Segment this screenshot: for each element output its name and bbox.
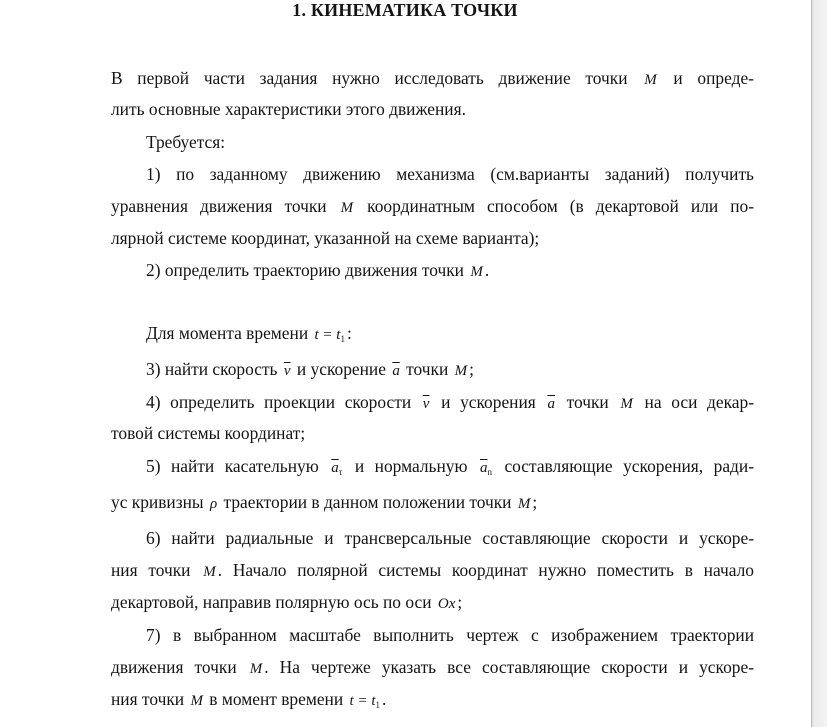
intro-text: В первой части задания нужно исследовать движение точки (111, 68, 628, 88)
var-a-n (478, 460, 494, 476)
item3-text: 3) найти скорость (146, 359, 278, 379)
item5-text: траектории в данном положении точки (223, 492, 512, 512)
subscript-n: n (487, 467, 492, 477)
var-t: t (349, 693, 354, 709)
formula-t-eq-t1 (348, 693, 382, 709)
item1-line-3: лярной системе координат, указанной на схеме варианта); (111, 228, 540, 248)
item7-text: ния точки (111, 689, 185, 709)
item5-text: 5) найти касательную (146, 456, 319, 476)
var-t1: t (336, 327, 341, 343)
equals-sign: = (322, 327, 333, 343)
item5-text: ус кривизны (111, 492, 204, 512)
item4-line-1 (146, 392, 754, 414)
item6-line-1: 6) найти радиальные и трансверсальные составляющие скорости и ускоре- (146, 528, 754, 548)
var-M: M (249, 661, 263, 677)
var-t1: t (371, 693, 376, 709)
punct: . (382, 689, 387, 709)
item1-text: уравнения движения точки (111, 196, 327, 216)
var-a-vector: $\overline{a}$ (547, 396, 555, 412)
item7-line-3 (111, 689, 386, 715)
item6-line-2 (111, 560, 754, 582)
item1-text: координатным способом (в декартовой или по- (367, 196, 754, 216)
item7-line-1: 7) в выбранном масштабе выполнить чертеж с изображением траектории (146, 625, 754, 645)
item2-text: 2) определить траекторию движения точки (146, 260, 464, 280)
item5-line-1 (146, 456, 754, 482)
var-M: M (454, 363, 468, 379)
item6-text: декартовой, направив полярную ось по оси (111, 592, 432, 612)
subscript-1: 1 (375, 700, 380, 710)
punct: : (346, 323, 352, 343)
subscript-tau: τ (338, 467, 343, 477)
intro-line-1 (111, 68, 754, 90)
item4-text: на оси декар- (644, 392, 754, 412)
punct: . (484, 260, 490, 280)
item3-text: точки (406, 359, 449, 379)
item7-text: . На чертеже указать все составляющие скорости и ускоре- (264, 657, 754, 677)
item4-line-2: товой системы координат; (111, 423, 306, 443)
var-M: M (203, 564, 216, 580)
var-t: t (314, 327, 319, 343)
var-a-vector: $\overline{a}$ (331, 460, 339, 476)
item6-text: . Начало полярной системы координат нужно поместить в начало (217, 560, 755, 580)
var-a-vector: $\overline{a}$ (392, 363, 400, 379)
item3-text: и ускорение (296, 359, 386, 379)
item5-line-2 (111, 492, 537, 514)
var-Ox: Ox (437, 596, 456, 612)
item1-line-2 (111, 196, 754, 218)
punct: ; (532, 492, 538, 512)
var-M: M (644, 72, 657, 88)
formula-t-eq-t1 (313, 327, 347, 343)
section-title: 1. КИНЕМАТИКА ТОЧКИ (292, 0, 518, 20)
item3-line (146, 359, 474, 381)
var-v-vector: $\overline{v}$ (422, 396, 430, 412)
item4-text: 4) определить проекции скорости (146, 392, 412, 412)
var-M: M (470, 264, 483, 280)
var-M: M (620, 396, 633, 412)
item1-line-1: 1) по заданному движению механизма (см.варианты заданий) получить (146, 164, 754, 184)
var-M: M (190, 693, 203, 709)
var-M: M (517, 496, 531, 512)
required-label: Требуется: (146, 132, 226, 152)
equals-sign: = (357, 693, 368, 709)
item6-line-3 (111, 592, 462, 614)
item4-text: и ускорения (441, 392, 536, 412)
item5-text: и нормальную (354, 456, 468, 476)
page-edge (811, 0, 827, 727)
moment-text: Для момента времени (146, 323, 309, 343)
intro-text: и опреде- (673, 68, 754, 88)
var-a-tau (329, 460, 344, 476)
var-v-vector: $\overline{v}$ (283, 363, 291, 379)
subscript-1: 1 (340, 334, 345, 344)
moment-line (146, 323, 352, 349)
intro-line-2: лить основные характеристики этого движения. (111, 99, 466, 119)
var-rho: ρ (209, 496, 218, 512)
item7-text: движения точки (111, 657, 237, 677)
var-a-vector: $\overline{a}$ (479, 460, 488, 476)
item2-line (146, 260, 489, 282)
item6-text: ния точки (111, 560, 191, 580)
item5-text: составляющие ускорения, ради- (504, 456, 755, 476)
item7-text: в момент времени (209, 689, 344, 709)
item7-line-2 (111, 657, 754, 679)
punct: ; (457, 592, 463, 612)
punct: ; (469, 359, 474, 379)
var-M: M (340, 200, 354, 216)
item4-text: точки (566, 392, 609, 412)
